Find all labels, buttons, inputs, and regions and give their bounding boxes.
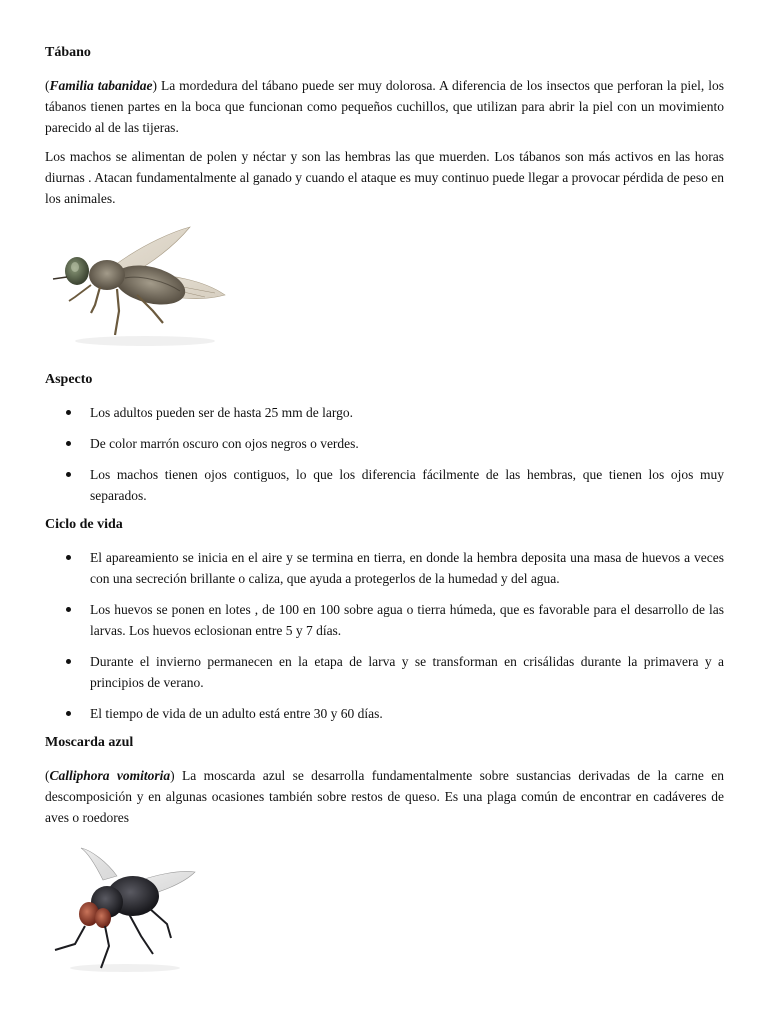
moscarda-intro-text: ) La moscarda azul se desarrolla fundamentalmente sobre sustancias derivadas de la carne en descomposición y en algunas ocasiones también sobre restos de queso. Es una plaga común de encontrar en cadáveres de aves o roedores <box>45 768 724 825</box>
blowfly-image <box>45 846 205 976</box>
list-item: Los adultos pueden ser de hasta 25 mm de largo. <box>45 402 724 423</box>
tabano-intro-paragraph <box>45 75 724 138</box>
heading-tabano: Tábano <box>45 45 91 60</box>
tabano-scientific-name: Familia tabanidae <box>49 78 153 93</box>
aspecto-list <box>45 402 724 506</box>
heading-moscarda-azul: Moscarda azul <box>45 735 134 750</box>
list-item: El tiempo de vida de un adulto está entre 30 y 60 días. <box>45 703 724 724</box>
horsefly-image <box>45 223 235 351</box>
list-item: Los machos tienen ojos contiguos, lo que los diferencia fácilmente de las hembras, que tienen los ojos muy separados. <box>45 464 724 506</box>
moscarda-scientific-name: Calliphora vomitoria <box>49 768 171 783</box>
list-item: El apareamiento se inicia en el aire y se termina en tierra, en donde la hembra deposita una masa de huevos a veces con una secreción brillante o caliza, que ayuda a protegerlos de la humedad y del agua. <box>45 547 724 589</box>
tabano-intro-text: ) La mordedura del tábano puede ser muy dolorosa. A diferencia de los insectos que perforan la piel, los tábanos tienen partes en la boca que funcionan como pequeños cuchillos, que utilizan para abrir la piel con un movimiento parecido al de las tijeras. <box>45 78 724 135</box>
list-item: Los huevos se ponen en lotes , de 100 en 100 sobre agua o tierra húmeda, que es favorable para el desarrollo de las larvas. Los huevos eclosionan entre 5 y 7 días. <box>45 599 724 641</box>
list-item: De color marrón oscuro con ojos negros o verdes. <box>45 433 724 454</box>
list-item: Durante el invierno permanecen en la etapa de larva y se transforman en crisálidas durante la primavera y a principios de verano. <box>45 651 724 693</box>
ciclo-list <box>45 547 724 724</box>
moscarda-intro-paragraph <box>45 765 724 828</box>
tabano-paragraph-2: Los machos se alimentan de polen y néctar y son las hembras las que muerden. Los tábanos son más activos en las horas diurnas . Atacan fundamentalmente al ganado y cuando el ataque es muy continuo puede llegar a provocar pérdida de peso en los animales. <box>45 149 724 206</box>
heading-aspecto: Aspecto <box>45 372 93 387</box>
open-paren: ( <box>45 78 50 93</box>
open-paren: ( <box>45 768 50 783</box>
heading-ciclo-de-vida: Ciclo de vida <box>45 517 123 532</box>
document-page <box>45 44 724 996</box>
